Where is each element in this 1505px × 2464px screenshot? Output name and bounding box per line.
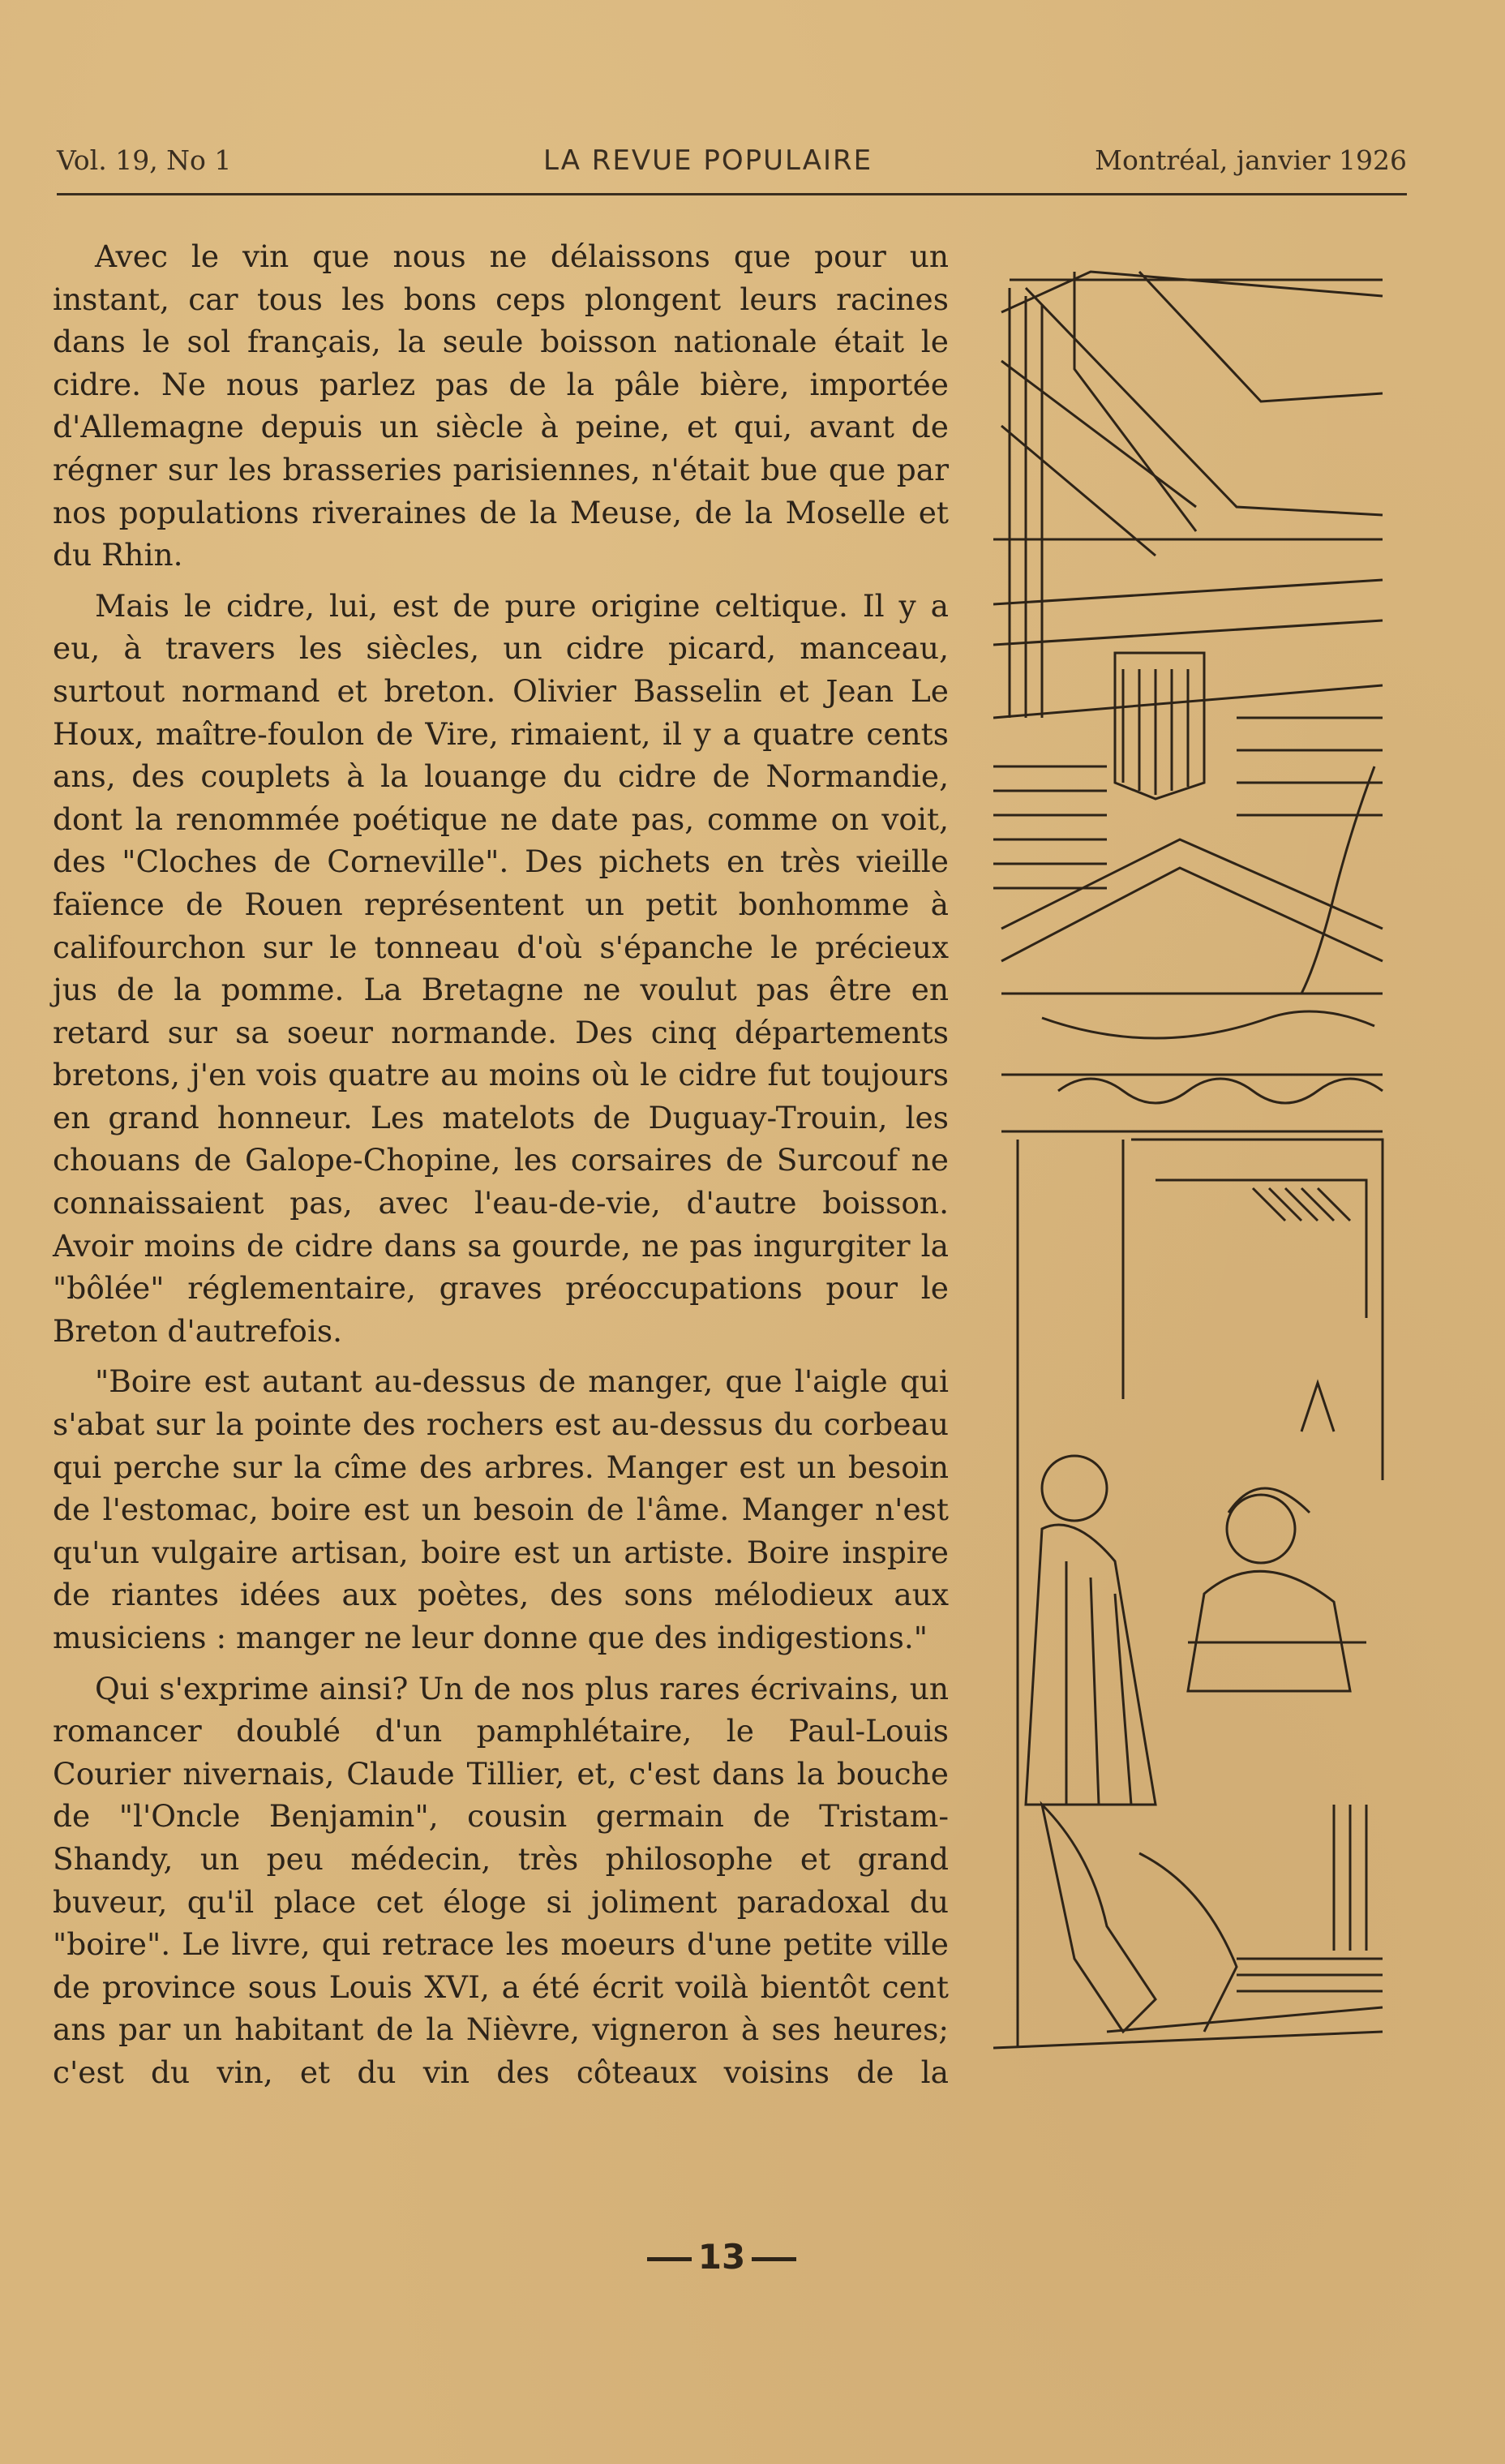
page-number: 13 <box>697 2237 746 2277</box>
page-header <box>57 138 1407 187</box>
magazine-title: LA REVUE POPULAIRE <box>543 144 873 177</box>
paragraph: Avec le vin que nous ne délaissons que pour un instant, car tous les bons ceps plongent leurs racines dans le sol français, la seule boisson nationale était le cidre. Ne nous parlez pas de la pâle bière, importée d'Allemagne depuis un siècle à peine, et qui, avant de régner sur les brasseries parisiennes, n'était bue que par nos populations riveraines de la Meuse, de la Moselle et du Rhin. <box>53 238 949 573</box>
volume-number: Vol. 19, No 1 <box>57 144 232 176</box>
footer-dash-right <box>752 2257 796 2261</box>
article-body <box>53 235 949 2102</box>
footer-dash-left <box>647 2257 692 2261</box>
paragraph: Mais le cidre, lui, est de pure origine celtique. Il y a eu, à travers les siècles, un cidre picard, manceau, surtout normand et breton. Olivier Basselin et Jean Le Houx, maître-foulon de Vire, rimaient, il y a quatre cents ans, des couplets à la louange du cidre de Normandie, dont la renommée poétique ne date pas, comme on voit, des "Cloches de Corneville". Des pichets en très vieille faïence de Rouen représentent un petit bonhomme à califourchon sur le tonneau d'où s'épanche le précieux jus de la pomme. La Bretagne ne voulut pas être en retard sur sa soeur normande. Des cinq départements bretons, j'en vois quatre au moins où le cidre fut toujours en grand honneur. Les matelots de Duguay-Trouin, les chouans de Galope-Chopine, les corsaires de Surcouf ne connaissaient pas, avec l'eau-de-vie, d'autre boisson. Avoir moins de cidre dans sa gourde, ne pas ingurgiter la "bôlée" réglementaire, graves préoccupations pour le Breton d'autrefois. <box>53 587 949 1349</box>
paragraph: Qui s'exprime ainsi? Un de nos plus rares écrivains, un romancer doublé d'un pamphlétaire, le Paul-Louis Courier nivernais, Claude Tillier, et, c'est dans la bouche de "l'Oncle Benjamin", cousin germain de Tristam-Shandy, un peu médecin, très philosophe et grand buveur, qu'il place cet éloge si joliment paradoxal du "boire". Le livre, qui retrace les moeurs d'une petite ville de province sous Louis XVI, a été écrit voilà bientôt cent ans par un habitant de la Nièvre, vigneron à ses heures; c'est du vin, et du vin des côteaux voisins de la <box>53 1670 949 2090</box>
woodcut-illustration <box>993 264 1399 2080</box>
header-rule <box>57 193 1407 195</box>
paragraph: "Boire est autant au-dessus de manger, que l'aigle qui s'abat sur la pointe des rochers est au-dessus du corbeau qui perche sur la cîme des arbres. Manger est un besoin de l'estomac, boire est un besoin de l'âme. Manger n'est qu'un vulgaire artisan, boire est un artiste. Boire inspire de riantes idées aux poètes, des sons mélodieux aux musiciens : manger ne leur donne que des indigestions." <box>53 1363 949 1655</box>
page-footer <box>628 2237 815 2286</box>
place-date: Montréal, janvier 1926 <box>1095 144 1407 176</box>
